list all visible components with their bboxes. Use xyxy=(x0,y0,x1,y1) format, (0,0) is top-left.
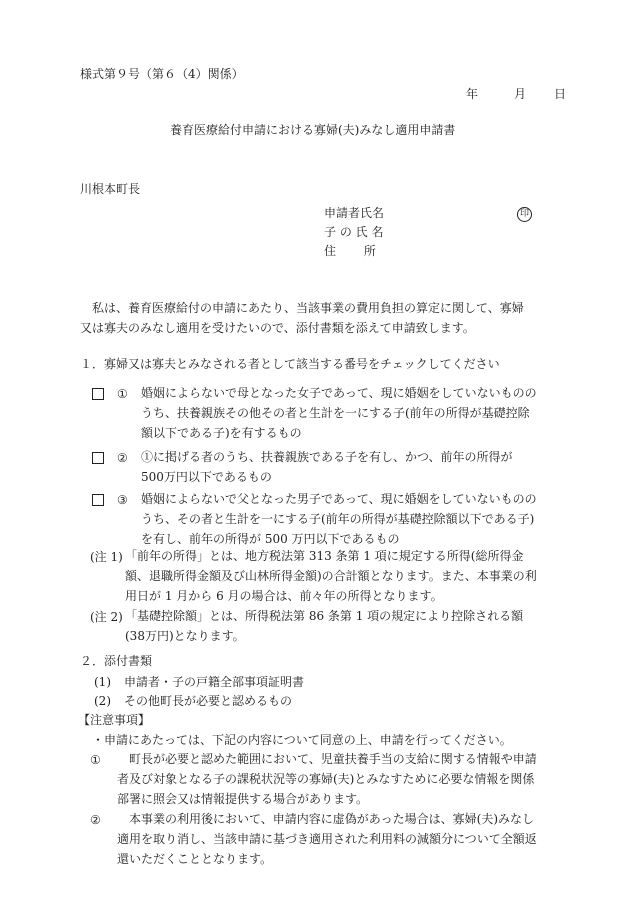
notice-lead: ・申請にあたっては、下記の内容について同意の上、申請を行ってください。 xyxy=(92,733,512,747)
date-year: 年 xyxy=(466,87,479,101)
option3-checkbox[interactable] xyxy=(92,494,104,507)
checkbox-icon xyxy=(92,494,104,506)
attachment1-number: (1) xyxy=(94,675,111,689)
notice2-number: ② xyxy=(90,813,101,827)
attachment1-text: 申請者・子の戸籍全部事項証明書 xyxy=(124,675,305,689)
note1-text: 「前年の所得」とは、地方税法第 313 条第 1 項に規定する所得(総所得金額、退職所得金額及び山林所得金額)の合計額となります。また、本事業の利用日が 1 月から 6 月の場合は、前々年の所得となります。 xyxy=(125,549,537,603)
section2-heading: ２．添付書類 xyxy=(80,654,153,668)
section1-heading: １．寡婦又は寡夫とみなされる者として該当する番号をチェックしてください xyxy=(80,357,500,371)
date-line xyxy=(466,88,566,100)
date-month: 月 xyxy=(514,87,527,101)
note2-label: (注 2) xyxy=(90,610,123,624)
seal-mark: 印 xyxy=(517,207,532,222)
option1-checkbox[interactable] xyxy=(92,388,104,401)
notice1-number: ① xyxy=(90,753,101,767)
address-label: 住 所 xyxy=(324,244,376,258)
child-name-label: 子 の 氏 名 xyxy=(324,225,384,239)
seal-icon xyxy=(517,206,532,222)
addressee: 川根本町長 xyxy=(80,182,141,196)
option3-number: ③ xyxy=(117,493,128,507)
checkbox-icon xyxy=(92,452,104,464)
applicant-name-label: 申請者氏名 xyxy=(324,206,385,220)
notice1-text: 町長が必要と認めた範囲において、児童扶養手当の支給に関する情報や申請者及び対象となる子の課税状況等の寡婦(夫)とみなすために必要な情報を関係部署に照会又は情報提供する場合があります。 xyxy=(117,752,537,806)
attachment2-text: その他町長が必要と認めるもの xyxy=(124,694,293,708)
attachment2-number: (2) xyxy=(94,694,111,708)
option2-checkbox[interactable] xyxy=(92,452,104,465)
form-number: 様式第９号（第６（4）関係） xyxy=(80,67,244,81)
document-title: 養育医療給付申請における寡婦(夫)みなし適用申請書 xyxy=(170,123,456,137)
notice2-text: 本事業の利用後において、申請内容に虚偽があった場合は、寡婦(夫)みなし適用を取り消し、当該申請に基づき適用された利用料の減額分について全額返還いただくこととなります。 xyxy=(117,812,537,866)
option1-text: 婚姻によらないで母となった女子であって、現に婚姻をしていないもののうち、扶養親族その他その者と生計を一にする子(前年の所得が基礎控除額以下である子)を有するもの xyxy=(141,386,537,440)
notice-heading: 【注意事項】 xyxy=(78,713,151,727)
intro-paragraph: 私は、養育医療給付の申請にあたり、当該事業の費用負担の算定に関して、寡婦又は寡夫のみなし適用を受けたいので、添付書類を添えて申請致します。 xyxy=(80,301,524,335)
date-day: 日 xyxy=(554,87,567,101)
option1-number: ① xyxy=(117,387,128,401)
checkbox-icon xyxy=(92,388,104,400)
option2-text: ①に掲げる者のうち、扶養親族である子を有し、かつ、前年の所得が 500万円以下であるもの xyxy=(141,450,513,484)
note2-text: 「基礎控除額」とは、所得税法第 86 条第 1 項の規定により控除される額(38万円)となります。 xyxy=(125,609,524,643)
option3-text: 婚姻によらないで父となった男子であって、現に婚姻をしていないもののうち、その者と生計を一にする子(前年の所得が基礎控除額以下である子)を有し、前年の所得が 500 万円以下であるもの xyxy=(141,492,537,546)
note1-label: (注 1) xyxy=(90,550,123,564)
option2-number: ② xyxy=(117,451,128,465)
